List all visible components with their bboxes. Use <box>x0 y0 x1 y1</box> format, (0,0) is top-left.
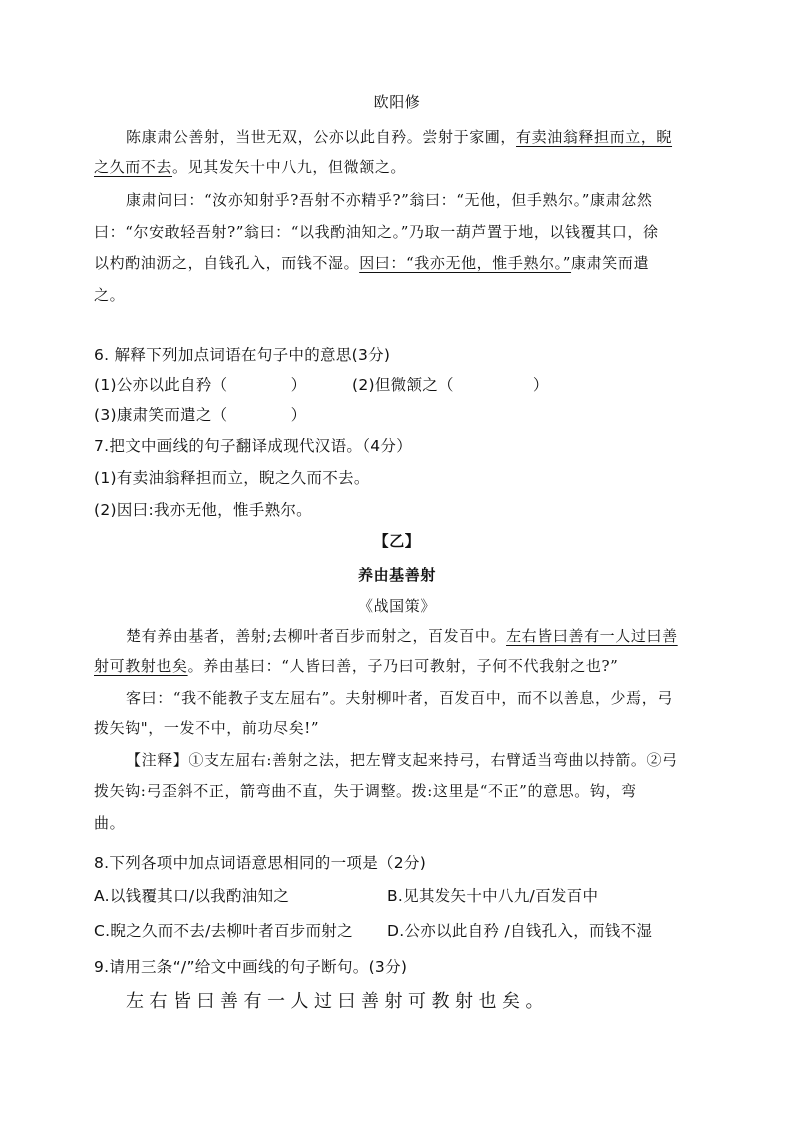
q8-row2 <box>94 921 653 941</box>
passage-b-p1-line1 <box>126 626 678 646</box>
passage-b-p2-line2: 拨矢钩"，一发不中，前功尽矣!” <box>94 719 320 737</box>
underlined-sentence: 射可教射也矣 <box>94 657 188 675</box>
passage-b-p1-line2 <box>94 656 618 676</box>
author-name: 欧阳修 <box>373 93 421 111</box>
underlined-sentence: 之久而不去 <box>94 158 173 176</box>
underlined-sentence: 因曰：“我亦无他，惟手熟尔。” <box>359 254 572 272</box>
underlined-sentence: 有卖油翁释担而立，睨 <box>516 128 673 146</box>
text-span: 陈康肃公善射，当世无双，公亦以此自矜。尝射于家圃， <box>126 128 517 146</box>
passage-a-p2-line3 <box>94 253 649 273</box>
underlined-sentence: 左右皆曰善有一人过曰善 <box>506 627 678 645</box>
q8-option-b: B.见其发矢十中八九/百发百中 <box>387 887 599 905</box>
passage-b-p2-line1: 客曰：“我不能教子支左屈右”。夫射柳叶者，百发百中，而不以善息，少焉，弓 <box>126 689 673 707</box>
q7-title: 7.把文中画线的句子翻译成现代汉语。（4分） <box>94 437 413 455</box>
q9-sentence: 左右皆曰善有一人过曰善射可教射也矣。 <box>126 991 549 1012</box>
q8-title: 8.下列各项中加点词语意思相同的一项是（2分) <box>94 854 427 872</box>
q6-item1: (1)公亦以此自矜（ ） <box>94 376 307 394</box>
q8-option-a: A.以钱覆其口/以我酌油知之 <box>94 887 290 905</box>
q6-item3: (3)康肃笑而遣之（ ） <box>94 406 307 424</box>
q7-item2: (2)因曰:我亦无他，惟手熟尔。 <box>94 501 312 519</box>
passage-b-label: 【乙】 <box>373 532 421 550</box>
text-span: 。养由基曰：“人皆曰善，子乃曰可教射，子何不代我射之也?” <box>187 657 619 675</box>
q6-item2: (2)但微颔之（ ） <box>352 376 549 394</box>
q8-option-d: D.公亦以此自矜 /自钱孔入，而钱不湿 <box>387 922 653 940</box>
passage-a-p2-line4: 之。 <box>94 286 126 304</box>
passage-b-note-line2: 拨矢钩:弓歪斜不正，箭弯曲不直，失于调整。拨:这里是“不正”的意思。钩，弯 <box>94 782 637 800</box>
passage-a-p1-line1 <box>126 127 672 147</box>
q6-row1 <box>94 375 549 395</box>
passage-b-note-line1: 【注释】①支左屈右:善射之法，把左臂支起来持弓，右臂适当弯曲以持箭。②弓 <box>126 751 678 769</box>
text-span: 以杓酌油沥之，自钱孔入，而钱不湿。 <box>94 254 360 272</box>
q9-title: 9.请用三条“/”给文中画线的句子断句。(3分) <box>94 958 408 976</box>
passage-a-p1-line2 <box>94 157 406 177</box>
passage-a-p2-line2: 曰：“尔安敢轻吾射?”翁曰：“以我酌油知之。”乃取一葫芦置于地，以钱覆其口，徐 <box>94 223 659 241</box>
passage-a-p2-line1: 康肃问曰：“汝亦知射乎?吾射不亦精乎?”翁曰：“无他，但手熟尔。”康肃忿然 <box>126 191 653 209</box>
text-span: 。见其发矢十中八九，但微颔之。 <box>172 158 407 176</box>
passage-b-title: 养由基善射 <box>357 566 436 584</box>
passage-b-source: 《战国策》 <box>357 597 436 615</box>
q8-option-c: C.睨之久而不去/去柳叶者百步而射之 <box>94 922 353 940</box>
q7-item1: (1)有卖油翁释担而立，睨之久而不去。 <box>94 469 370 487</box>
q6-title: 6. 解释下列加点词语在句子中的意思(3分) <box>94 346 391 364</box>
text-span: 楚有养由基者，善射;去柳叶者百步而射之，百发百中。 <box>126 627 507 645</box>
text-span: 康肃笑而遣 <box>571 254 650 272</box>
q8-row1 <box>94 886 599 906</box>
passage-b-note-line3: 曲。 <box>94 814 126 832</box>
